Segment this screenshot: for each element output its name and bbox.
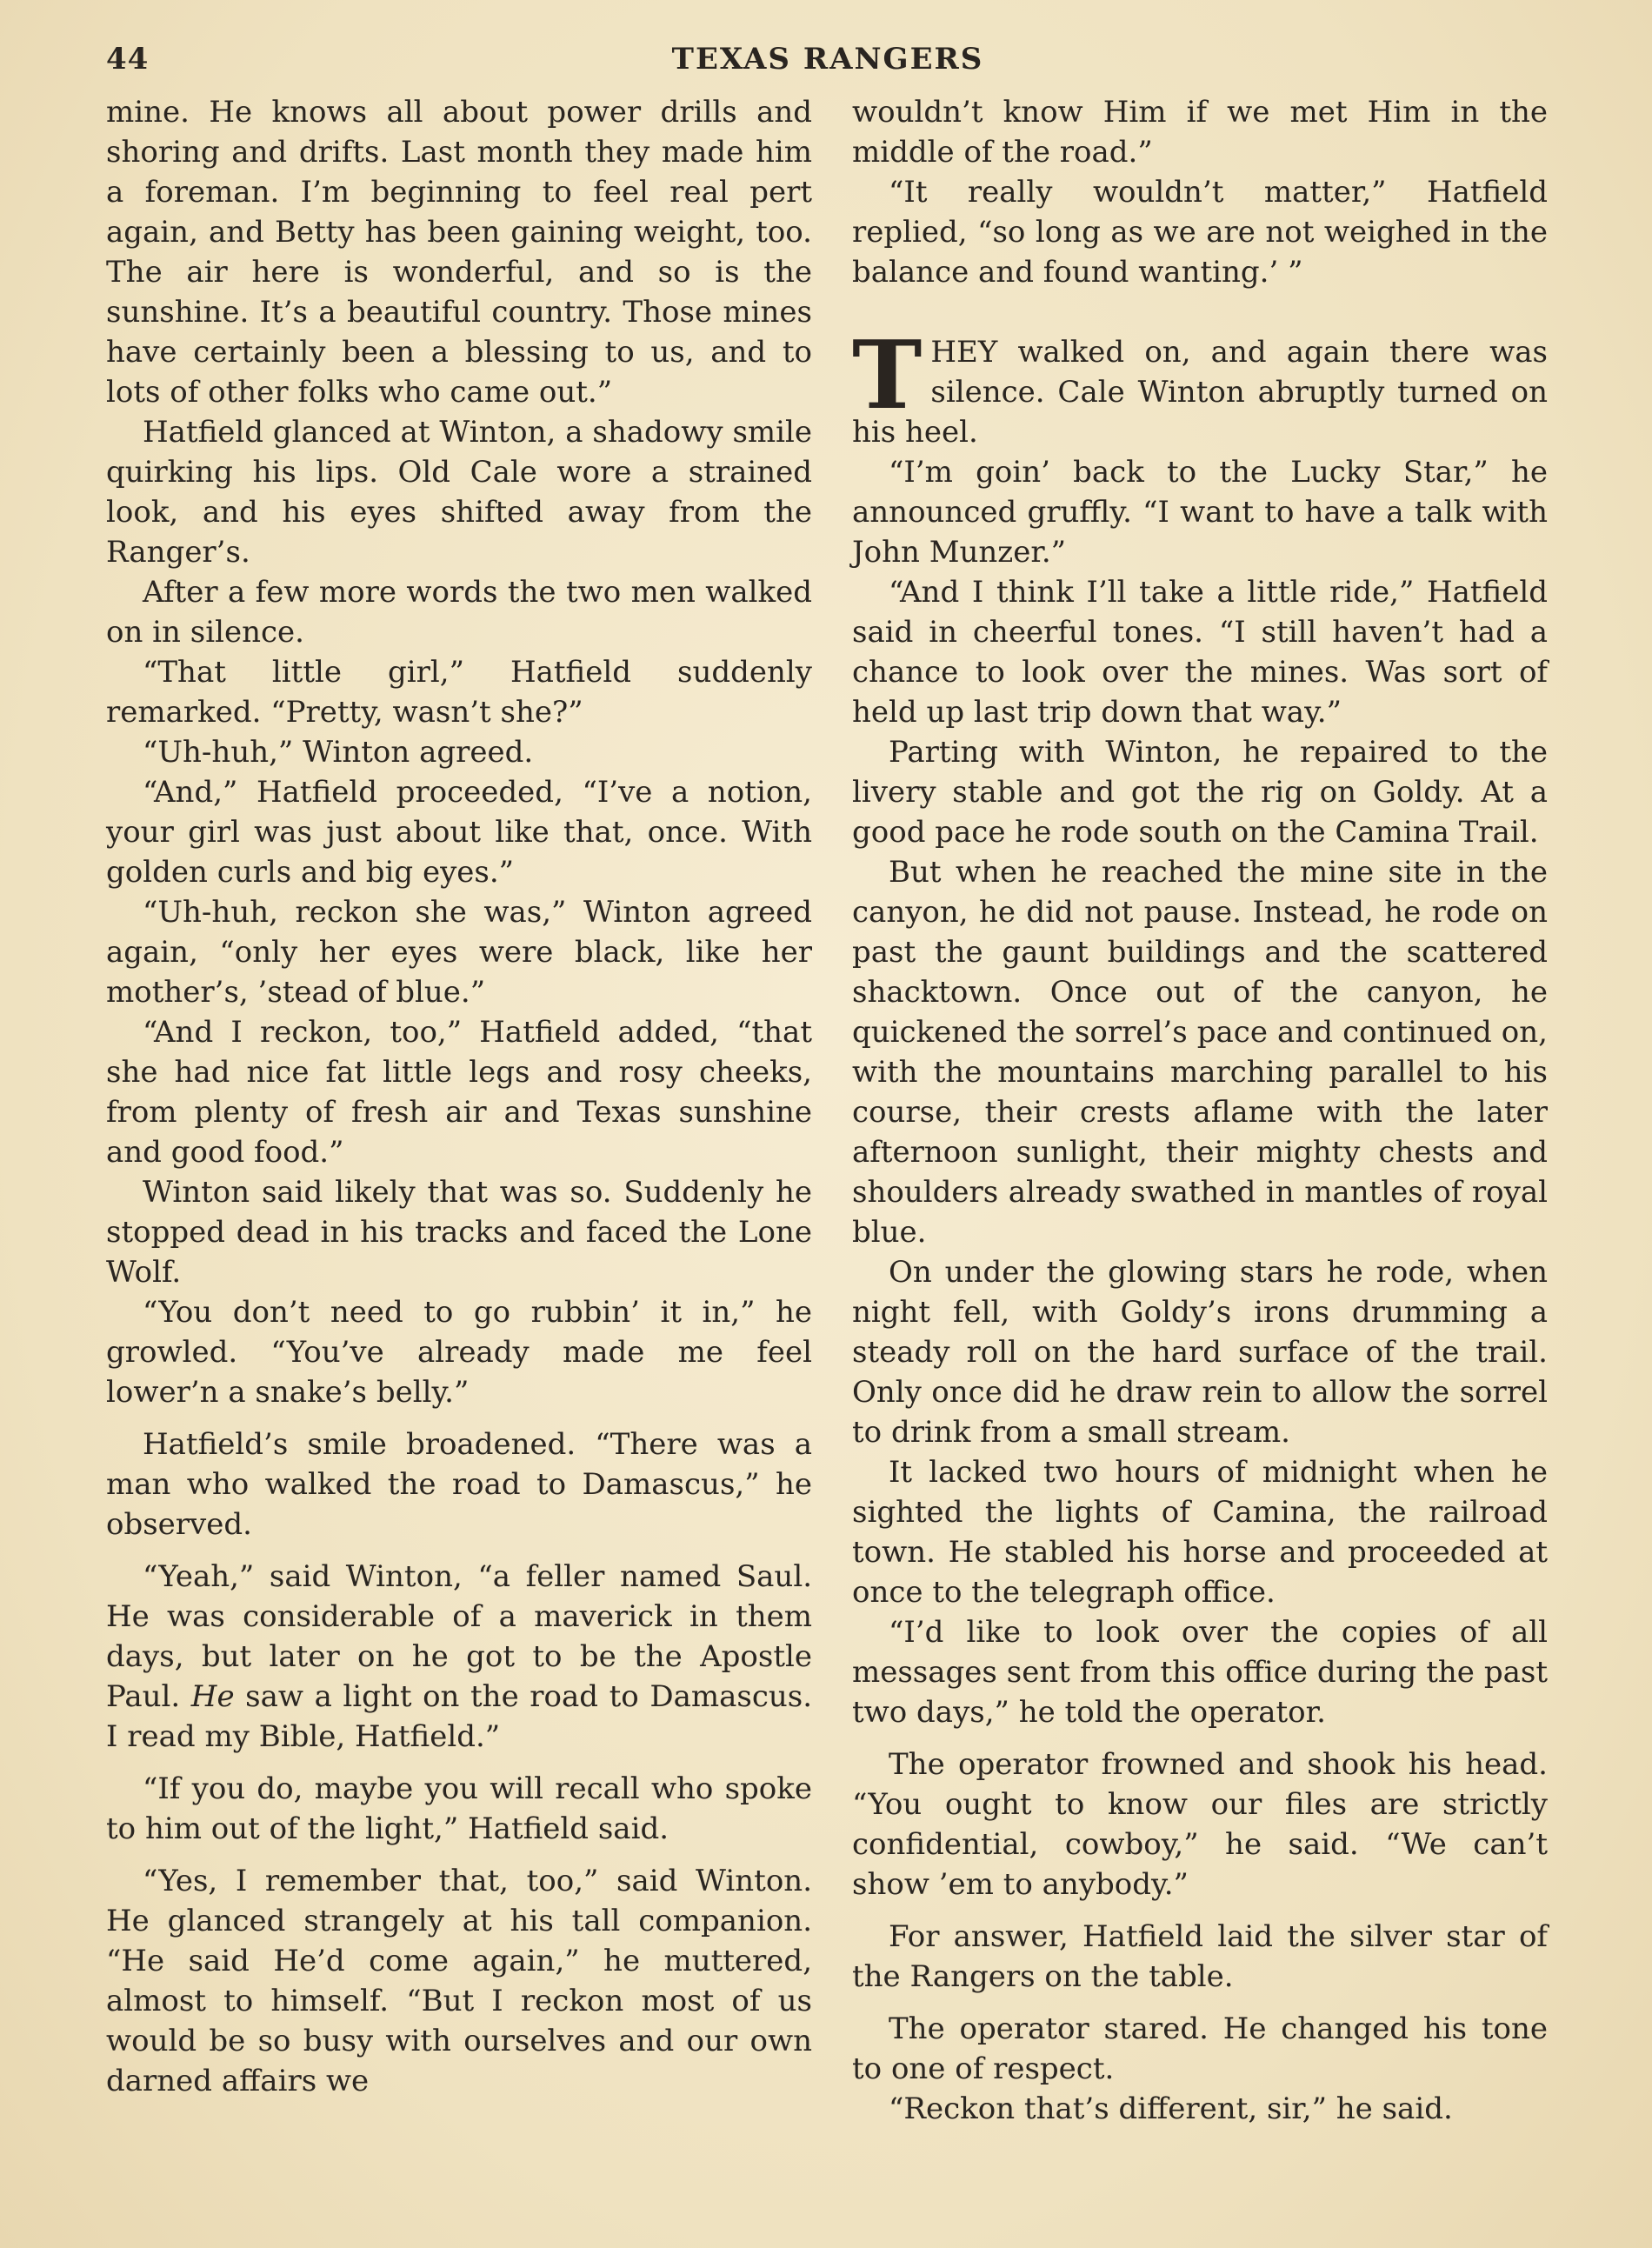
drop-cap: T — [852, 321, 923, 430]
paragraph: Hatfield glanced at Winton, a shadowy smile quirking his lips. Old Cale wore a strained look, and his eyes shifted away from the Ranger’s. — [106, 415, 812, 570]
paragraph: After a few more words the two men walked on in silence. — [106, 575, 812, 650]
paragraph: The operator frowned and shook his head. “You ought to know our files are strictly confidential, cowboy,” he said. “We can’t show ’em to anybody.” — [852, 1747, 1548, 1902]
paragraph: On under the glowing stars he rode, when night fell, with Goldy’s irons drumming a steady roll on the hard surface of the trail. Only once did he draw rein to allow the sorrel to drink from a small stream. — [852, 1255, 1548, 1450]
paragraph: Parting with Winton, he repaired to the livery stable and got the rig on Goldy. At a good pace he rode south on the Camina Trail. — [852, 735, 1548, 850]
right-column — [852, 92, 1548, 2129]
paragraph: For answer, Hatfield laid the silver star of the Rangers on the table. — [852, 1919, 1548, 1994]
paragraph: “You don’t need to go rubbin’ it in,” he growled. “You’ve already made me feel lower’n a snake’s belly.” — [106, 1295, 812, 1410]
text-run: HEY walked on, and again there was silence. Cale Winton abruptly turned on his heel. — [852, 335, 1548, 450]
left-column — [106, 92, 812, 2101]
italic-word: He — [190, 1679, 235, 1714]
paragraph: Winton said likely that was so. Suddenly he stopped dead in his tracks and faced the Lone Wolf. — [106, 1175, 812, 1290]
paragraph: The operator stared. He changed his tone to one of respect. — [852, 2011, 1548, 2086]
section-opening-paragraph — [852, 321, 1548, 452]
paragraph: mine. He knows all about power drills and shoring and drifts. Last month they made him a foreman. I’m beginning to feel real pert again, and Betty has been gaining weight, too. The air here is wonderful, and so is the sunshine. It’s a beautiful country. Those mines have certainly been a blessing to us, and to lots of other folks who came out.” — [106, 95, 812, 410]
page-header — [106, 42, 1549, 85]
paragraph: “Uh-huh, reckon she was,” Winton agreed again, “only her eyes were black, like her mother’s, ’stead of blue.” — [106, 895, 812, 1010]
paragraph: “And I reckon, too,” Hatfield added, “that she had nice fat little legs and rosy cheeks, from plenty of fresh air and Texas sunshine and good food.” — [106, 1015, 812, 1170]
paragraph: It lacked two hours of midnight when he sighted the lights of Camina, the railroad town. He stabled his horse and proceeded at once to the telegraph office. — [852, 1455, 1548, 1610]
paragraph: “I’d like to look over the copies of all messages sent from this office during the past two days,” he told the operator. — [852, 1615, 1548, 1730]
paragraph: “Yes, I remember that, too,” said Winton. He glanced strangely at his tall companion. “He said He’d come again,” he muttered, almost to himself. “But I reckon most of us would be so busy with ourselves and our own darned affairs we — [106, 1864, 812, 2098]
paragraph: wouldn’t know Him if we met Him in the middle of the road.” — [852, 95, 1548, 170]
paragraph: “I’m goin’ back to the Lucky Star,” he announced gruffly. “I want to have a talk with John Munzer.” — [852, 455, 1548, 570]
text-run: saw a light on the road to Damascus. I read my Bible, Hatfield.” — [106, 1679, 813, 1754]
page-number: 44 — [106, 42, 150, 77]
paragraph — [106, 1557, 812, 1757]
paragraph: “And,” Hatfield proceeded, “I’ve a notion, your girl was just about like that, once. With golden curls and big eyes.” — [106, 775, 812, 890]
paragraph: “And I think I’ll take a little ride,” Hatfield said in cheerful tones. “I still haven’t had a chance to look over the mines. Was sort of held up last trip down that way.” — [852, 575, 1548, 730]
paragraph: “Reckon that’s different, sir,” he said. — [889, 2091, 1453, 2126]
paragraph: Hatfield’s smile broadened. “There was a man who walked the road to Damascus,” he observed. — [106, 1427, 812, 1542]
paragraph: “Uh-huh,” Winton agreed. — [143, 735, 534, 770]
running-title: TEXAS RANGERS — [671, 42, 984, 77]
text-run: “Yeah,” said Winton, “a feller named Saul. He was considerable of a maverick in them days, but later on he got to be the Apostle Paul. — [106, 1559, 812, 1714]
paragraph: But when he reached the mine site in the canyon, he did not pause. Instead, he rode on past the gaunt buildings and the scattered shacktown. Once out of the canyon, he quickened the sorrel’s pace and continued on, with the mountains marching parallel to his course, their crests aflame with the later afternoon sunlight, their mighty chests and shoulders already swathed in mantles of royal blue. — [852, 855, 1548, 1250]
paragraph: “That little girl,” Hatfield suddenly remarked. “Pretty, wasn’t she?” — [106, 655, 812, 730]
paragraph: “If you do, maybe you will recall who spoke to him out of the light,” Hatfield said. — [106, 1771, 812, 1846]
paragraph: “It really wouldn’t matter,” Hatfield replied, “so long as we are not weighed in the balance and found wanting.’ ” — [852, 175, 1548, 290]
